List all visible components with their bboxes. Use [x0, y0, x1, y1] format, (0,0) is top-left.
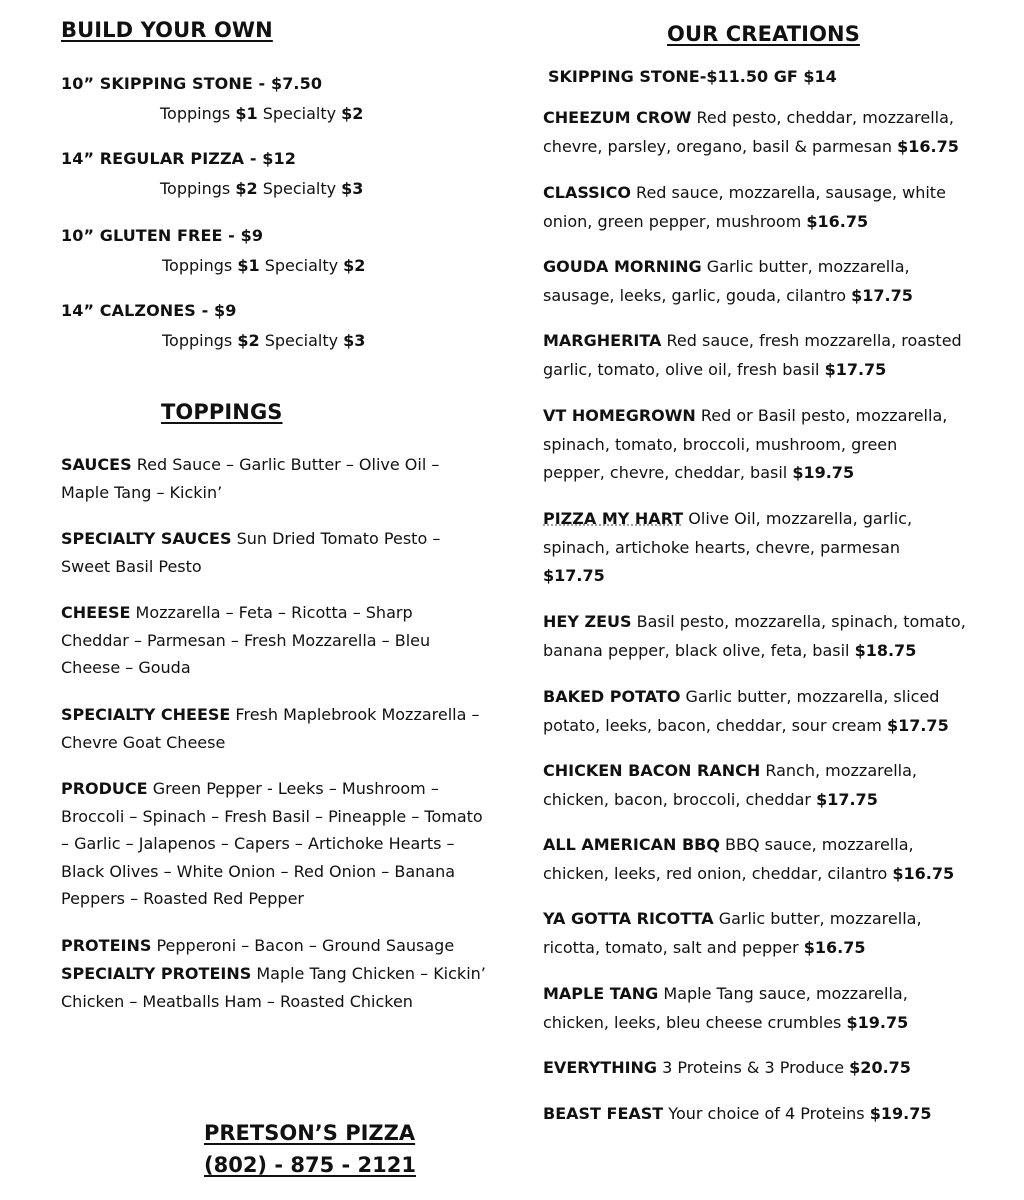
creation-name: ALL AMERICAN BBQ: [543, 835, 720, 854]
creation-description: Garlic butter, mozzarella, sliced potato, leeks, bacon, cheddar, sour cream: [543, 687, 940, 735]
creation-description: Red sauce, mozzarella, sausage, white onion, green pepper, mushroom: [543, 183, 946, 231]
specialty-label: Specialty: [264, 331, 339, 350]
creation-description: 3 Proteins & 3 Produce: [662, 1058, 845, 1077]
byo-item-prices: [160, 179, 363, 198]
creation-name: BAKED POTATO: [543, 687, 681, 706]
creation-description: Red pesto, cheddar, mozzarella, chevre, parsley, oregano, basil & parmesan: [543, 108, 955, 156]
byo-item-prices: [162, 331, 365, 350]
creation-name: YA GOTTA RICOTTA: [543, 909, 714, 928]
specialty-price: $3: [343, 331, 366, 350]
byo-item-prices: [160, 104, 363, 123]
specialty-label: Specialty: [262, 104, 337, 123]
creation-price: $20.75: [849, 1058, 911, 1077]
topping-group-name: SAUCES: [61, 455, 132, 474]
creation-price: $19.75: [869, 1104, 932, 1123]
creation-price: $17.75: [851, 285, 913, 305]
creation-item: [543, 1054, 963, 1083]
creation-description: BBQ sauce, mozzarella, chicken, leeks, red onion, cheddar, cilantro: [543, 835, 914, 883]
topping-group-items: Fresh Maplebrook Mozzarella – Chevre Goat Cheese: [61, 705, 480, 752]
topping-group-name: SPECIALTY CHEESE: [61, 705, 231, 724]
topping-group-name: SPECIALTY SAUCES: [61, 529, 232, 548]
specialty-price: $3: [341, 179, 364, 198]
creation-name: EVERYTHING: [543, 1058, 658, 1077]
creation-item: [543, 402, 963, 488]
creation-item: [543, 505, 953, 591]
topping-group: [61, 701, 491, 756]
creation-item: [543, 327, 963, 384]
topping-group-items: Maple Tang Chicken – Kickin’ Chicken – Meatballs Ham – Roasted Chicken: [61, 964, 486, 1011]
creation-description: Garlic butter, mozzarella, sausage, leeks, garlic, gouda, cilantro: [543, 257, 910, 305]
specialty-label: Specialty: [264, 256, 339, 275]
byo-item: [61, 301, 366, 350]
creation-name: MARGHERITA: [543, 331, 662, 350]
creation-price: $19.75: [792, 463, 855, 482]
topping-group: [61, 525, 491, 580]
creation-name: GOUDA MORNING: [543, 257, 702, 276]
creation-description: Olive Oil, mozzarella, garlic, spinach, artichoke hearts, chevre, parmesan: [543, 509, 913, 557]
creation-item: [543, 104, 963, 161]
creation-name: CHEEZUM CROW: [543, 108, 692, 127]
toppings-label: Toppings: [162, 256, 233, 275]
byo-item: [61, 74, 364, 123]
creation-price: $17.75: [816, 789, 878, 809]
creation-price: $16.75: [892, 863, 955, 883]
topping-group: [61, 775, 486, 913]
creation-item: [543, 608, 968, 665]
creation-item: [543, 831, 963, 888]
creation-name: BEAST FEAST: [543, 1104, 664, 1123]
byo-item-title: 14” CALZONES - $9: [61, 301, 237, 320]
creation-description: Ranch, mozzarella, chicken, bacon, broccoli, cheddar: [543, 761, 917, 809]
creation-description: Your choice of 4 Proteins: [668, 1104, 865, 1123]
byo-item: [61, 149, 364, 198]
topping-group: [61, 932, 491, 960]
creation-item: [543, 905, 963, 962]
toppings-label: Toppings: [160, 104, 231, 123]
byo-item-title: 14” REGULAR PIZZA - $12: [61, 149, 296, 168]
creation-item: [543, 1100, 963, 1129]
restaurant-phone: (802) - 875 - 2121: [204, 1153, 416, 1177]
creation-name: MAPLE TANG: [543, 984, 659, 1003]
build-your-own-heading: BUILD YOUR OWN: [61, 18, 273, 42]
topping-group-items: Sun Dried Tomato Pesto – Sweet Basil Pesto: [61, 529, 441, 576]
creation-item: [543, 757, 943, 814]
topping-group-name: CHEESE: [61, 603, 131, 622]
topping-group-name: SPECIALTY PROTEINS: [61, 964, 252, 983]
topping-group-items: Mozzarella – Feta – Ricotta – Sharp Cheddar – Parmesan – Fresh Mozzarella – Bleu Cheese – Gouda: [61, 603, 431, 677]
specialty-label: Specialty: [262, 179, 337, 198]
restaurant-name: PRETSON’S PIZZA: [204, 1121, 416, 1145]
topping-group-name: PRODUCE: [61, 779, 148, 798]
topping-group-items: Pepperoni – Bacon – Ground Sausage: [156, 936, 455, 955]
creation-price: $16.75: [897, 136, 959, 156]
toppings-price: $2: [235, 179, 258, 198]
creation-item: [543, 253, 963, 310]
creation-price: $17.75: [886, 715, 949, 735]
topping-group: [61, 960, 491, 1015]
creation-name: CHICKEN BACON RANCH: [543, 761, 761, 780]
creation-item: [543, 683, 963, 740]
our-creations-heading: OUR CREATIONS: [667, 22, 860, 46]
creation-item: [543, 179, 963, 236]
creation-price: $17.75: [543, 566, 605, 585]
creation-price: $16.75: [806, 211, 869, 231]
byo-item-title: 10” SKIPPING STONE - $7.50: [61, 74, 323, 93]
creation-description: Maple Tang sauce, mozzarella, chicken, leeks, bleu cheese crumbles: [543, 984, 908, 1032]
topping-group: [61, 451, 491, 506]
creation-description: Garlic butter, mozzarella, ricotta, tomato, salt and pepper: [543, 909, 922, 957]
byo-item: [61, 226, 366, 275]
creation-name: HEY ZEUS: [543, 612, 632, 631]
byo-item-title: 10” GLUTEN FREE - $9: [61, 226, 264, 245]
specialty-price: $2: [341, 104, 364, 123]
creation-price: $19.75: [846, 1012, 909, 1032]
byo-item-prices: [162, 256, 365, 275]
topping-group-items: Red Sauce – Garlic Butter – Olive Oil – Maple Tang – Kickin’: [61, 455, 440, 502]
creation-description: Red sauce, fresh mozzarella, roasted garlic, tomato, olive oil, fresh basil: [543, 331, 962, 379]
specialty-price: $2: [343, 256, 366, 275]
creation-item: [543, 980, 963, 1037]
topping-group: [61, 599, 461, 682]
toppings-label: Toppings: [162, 331, 233, 350]
toppings-price: $1: [235, 104, 258, 123]
creation-name: VT HOMEGROWN: [543, 406, 696, 425]
toppings-price: $1: [237, 256, 260, 275]
creation-price: $16.75: [803, 937, 866, 957]
toppings-label: Toppings: [160, 179, 231, 198]
creation-name: PIZZA MY HART: [543, 509, 684, 528]
topping-group-items: Green Pepper - Leeks – Mushroom – Broccoli – Spinach – Fresh Basil – Pineapple – Tomato – Garlic – Jalapenos – Capers – Artichoke Hearts – Black Olives – White Onion – Red Onion – Banana Peppers – Roasted Red Pepper: [61, 779, 483, 908]
creation-price: $18.75: [854, 640, 917, 660]
toppings-price: $2: [237, 331, 260, 350]
creation-name: CLASSICO: [543, 183, 631, 202]
topping-group-name: PROTEINS: [61, 936, 152, 955]
restaurant-contact: [204, 1117, 416, 1181]
creation-description: Basil pesto, mozzarella, spinach, tomato, banana pepper, black olive, feta, basil: [543, 612, 966, 660]
skipping-stone-pricing: SKIPPING STONE-$11.50 GF $14: [548, 67, 837, 86]
creation-price: $17.75: [824, 359, 887, 379]
toppings-heading: TOPPINGS: [161, 400, 283, 424]
creation-description: Red or Basil pesto, mozzarella, spinach, tomato, broccoli, mushroom, green pepper, chevre, cheddar, basil: [543, 406, 948, 482]
